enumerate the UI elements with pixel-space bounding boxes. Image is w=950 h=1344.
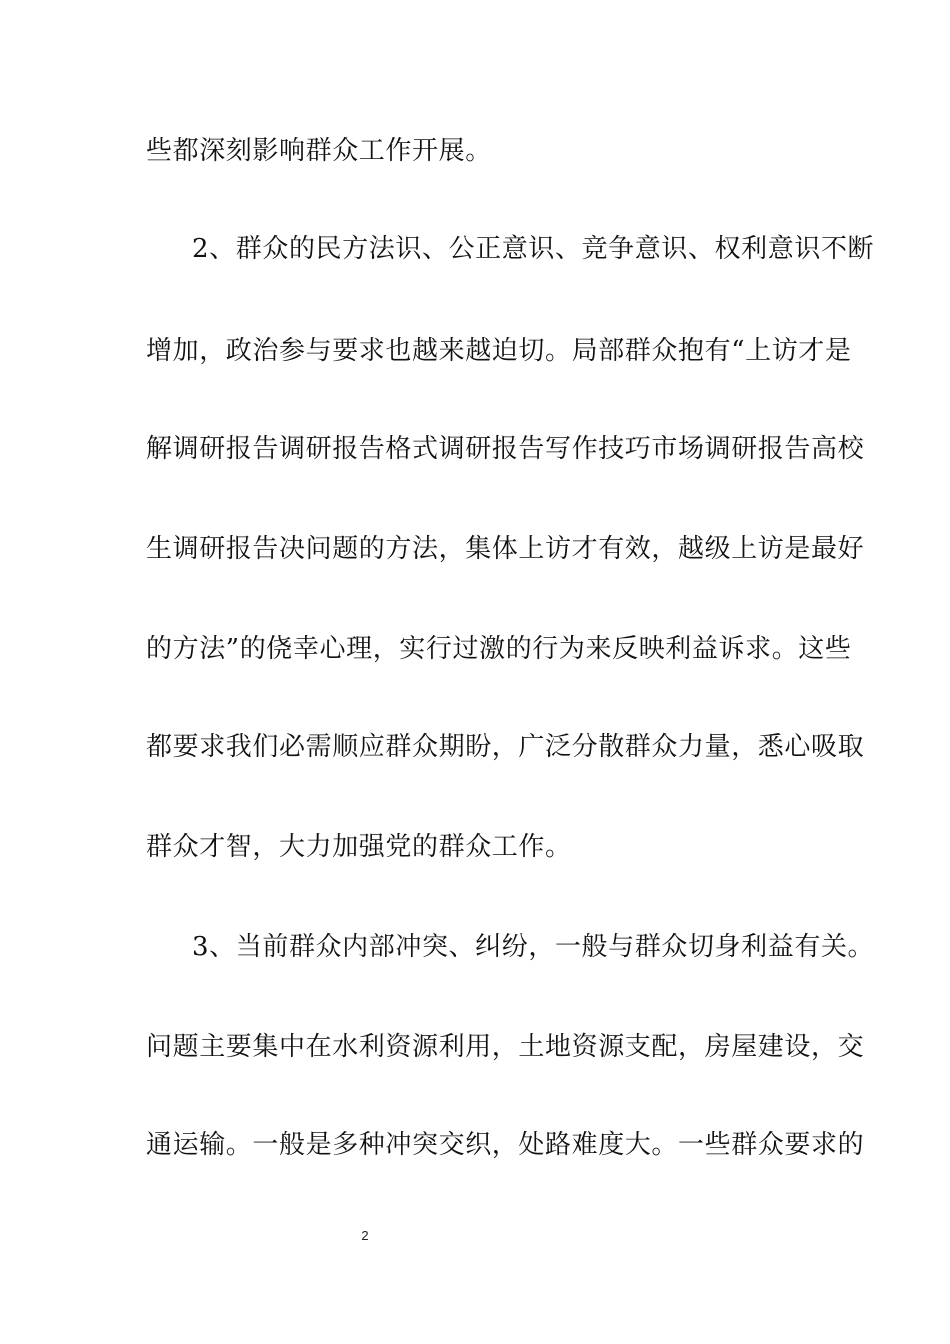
text-line: 的方法”的侥幸心理，实行过激的行为来反映利益诉求。这些: [146, 634, 852, 664]
paragraph-3-start: 3、当前群众内部冲突、纠纷，一般与群众切身利益有关。: [192, 932, 875, 962]
page-number: 2: [361, 1228, 369, 1243]
paragraph-2-start: 2、群众的民方法识、公正意识、竞争意识、权利意识不断: [192, 234, 875, 264]
text-line: 生调研报告决问题的方法，集体上访才有效，越级上访是最好: [146, 534, 865, 564]
text-line: 解调研报告调研报告格式调研报告写作技巧市场调研报告高校: [146, 434, 865, 464]
text-line: 些都深刻影响群众工作开展。: [146, 136, 492, 166]
text-line: 群众才智，大力加强党的群众工作。: [146, 832, 572, 862]
text-line: 增加，政治参与要求也越来越迫切。局部群众抱有“上访才是: [146, 336, 852, 366]
text-line: 通运输。一般是多种冲突交织，处路难度大。一些群众要求的: [146, 1130, 865, 1160]
text-line: 问题主要集中在水利资源利用，土地资源支配，房屋建设，交: [146, 1032, 865, 1062]
text-line: 都要求我们必需顺应群众期盼，广泛分散群众力量，悉心吸取: [146, 732, 865, 762]
